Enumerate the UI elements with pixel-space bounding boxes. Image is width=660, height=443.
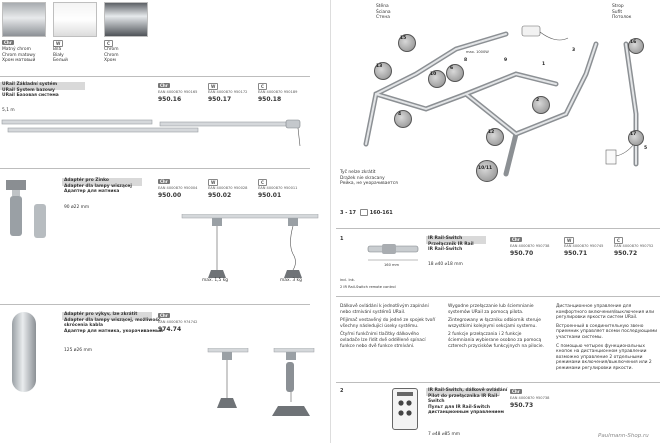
- description-ru: [556, 304, 658, 375]
- variant-number: 950.71: [564, 250, 588, 257]
- label-4: 4: [398, 112, 402, 117]
- title-line: URail System bazowy: [2, 87, 55, 93]
- rail-path: [506, 134, 516, 174]
- finish-c-code: C: [104, 40, 113, 47]
- title-line: Adaptér pro výkyv, lze zkrátit: [64, 312, 138, 317]
- variant-code: Chr: [512, 237, 520, 242]
- base-system-dimension: 5,1 m: [2, 108, 15, 113]
- adapter-zinc-dimension: 90 ø22 mm: [64, 205, 90, 210]
- cable: [298, 128, 300, 146]
- variant-number: 950.16: [158, 96, 182, 103]
- callout-6: [446, 64, 464, 82]
- variant-code: Chr: [160, 313, 168, 318]
- title-line: Switch: [428, 399, 445, 405]
- rail-switch-length: 160 mm: [384, 263, 400, 267]
- title-line: Adapter dla lampy wiszącej, możliwość: [64, 317, 161, 323]
- label-line: Стена: [376, 15, 390, 21]
- variant-ean: EAN 4000870 950028: [208, 186, 248, 190]
- variant-number: 950.70: [510, 250, 534, 257]
- gutter: [330, 0, 331, 443]
- rail-switch-note-b: 2 IR Rail-Switch remote control: [340, 285, 396, 289]
- label-line: Stěna: [376, 4, 389, 9]
- label-2: 2: [536, 98, 540, 103]
- swatch-white: [53, 2, 97, 37]
- rail-illustration: [0, 116, 320, 148]
- paragraph: Čtyřmi funkčními tlačítky dálkového ovladače lze řídit dvě oddělené spínací funkce nebo dvě funkce stmívání.: [340, 332, 426, 349]
- adapter-pendant-dimension: 125 ø26 mm: [64, 348, 92, 353]
- paragraph: Встроенный в соединительную звено приемник управляет всеми последующими участками системы.: [556, 323, 658, 340]
- base-system-title: [2, 82, 59, 99]
- rail-switch-title: [428, 236, 474, 253]
- system-diagram: [336, 14, 660, 194]
- variant-number: 974.74: [158, 326, 182, 333]
- footer-site-link[interactable]: Paulmann-Shop.ru: [598, 433, 649, 439]
- wall-socket: [606, 150, 616, 164]
- transformer-box: [522, 26, 540, 36]
- finish-name: Chrom: [104, 47, 119, 52]
- paragraph: Дистанционное управление для комфортного включения/выключения или регулировки яркости систем URail.: [556, 304, 655, 321]
- variant-code: Chr: [160, 179, 168, 184]
- label-13: 13: [376, 64, 383, 69]
- title-line: IR Rail-Switch: [428, 247, 463, 253]
- finish-c-names: [104, 47, 119, 64]
- callout-4: [394, 110, 412, 128]
- paragraph: Přijímač vestavěný do jedné ze spojek tvoří všechny následující úseky systému.: [340, 318, 436, 329]
- variant-code: Chr: [512, 389, 520, 394]
- book-icon: [360, 209, 368, 216]
- label-16: 16: [630, 40, 637, 45]
- divider: [336, 296, 660, 297]
- finish-name: Bílá: [53, 47, 62, 52]
- variant-code: W: [564, 237, 574, 244]
- label-6: 6: [450, 66, 454, 71]
- variant-code: C: [258, 179, 267, 186]
- variant-number: 950.72: [614, 250, 638, 257]
- title-line: IR Rail-Switch: [428, 236, 463, 241]
- right-page: [336, 0, 660, 443]
- label-3: 3: [572, 48, 576, 53]
- variant-ean: EAN 4000870 950738: [510, 244, 550, 248]
- rail-segment: [160, 122, 288, 126]
- label-12: 12: [488, 130, 495, 135]
- adapter-zinc-title: [64, 178, 132, 195]
- label-line: Ściana: [376, 9, 391, 15]
- rail-switch-illustration: [366, 238, 426, 264]
- swatch-matte-chrome: [2, 2, 46, 37]
- finish-name: Chrom matowy: [2, 52, 36, 58]
- swatch-chrome: [104, 2, 148, 37]
- description-cz: [340, 304, 436, 352]
- rail-switch-note-a: incl. lnk.: [340, 278, 356, 282]
- variant-ean: EAN 4000870 950011: [258, 186, 298, 190]
- variant-ean: EAN 4000870 950004: [158, 186, 198, 190]
- paragraph: 2 funkcje przełączania i 2 funkcje ściemniania wybierane osobno za pomocą czterech przycisków funkcyjnych na pilocie.: [448, 332, 544, 349]
- title-line: Пульт для IR Rail-Switch: [428, 404, 490, 410]
- remote-index: 2: [340, 388, 344, 394]
- finish-w-names: [53, 47, 68, 64]
- label-15: 15: [400, 36, 407, 41]
- variant-ean: EAN 4000870 950745: [564, 244, 604, 248]
- variant-ean: EAN 4000870 950189: [258, 90, 298, 94]
- adapter-pendant-illustration: [12, 312, 36, 392]
- title-line: Адаптер для матника: [64, 189, 120, 195]
- finish-name: Хром матовый: [2, 58, 36, 64]
- adapter-zinc-illustration: [2, 176, 58, 248]
- label-line: Sufit: [612, 9, 623, 15]
- title-line: Adapter dla lampy wiszącej: [64, 183, 132, 189]
- label-line: Drążek nie skracany: [340, 175, 385, 181]
- variant-number: 950.73: [510, 402, 534, 409]
- rail-path: [466, 44, 596, 134]
- variant-number: 950.00: [158, 192, 182, 199]
- title-line: Przełącznik IR Rail: [428, 241, 474, 247]
- rail-segment: [8, 128, 198, 132]
- title-line: Адаптер для матника, укорачиваемый: [64, 328, 163, 334]
- finish-chr-names: [2, 47, 35, 64]
- variant-ean: EAN 4000870 950752: [614, 244, 654, 248]
- label-1: 1: [542, 62, 546, 67]
- finish-name: Biały: [53, 52, 64, 58]
- title-line: skrócenia kabla: [64, 323, 103, 329]
- title-line: URail Базовая система: [2, 93, 59, 99]
- finish-name: Хром: [104, 58, 116, 64]
- variant-code: C: [614, 237, 623, 244]
- label-10: 10: [430, 72, 437, 77]
- remote-dimension: 7 ⌀48 ⌀85 mm: [428, 432, 460, 437]
- callout-10-11: [476, 160, 498, 182]
- finish-name: Chrom: [104, 52, 119, 58]
- variant-ean: EAN 4000870 974742: [158, 320, 198, 324]
- divider: [0, 168, 310, 169]
- label-8: 8: [464, 58, 468, 63]
- max-load-2: max. 3 kg: [280, 278, 302, 283]
- paragraph: Dálkově ovládání k jednotlivým zapínání nebo stmívání systémů URail.: [340, 304, 429, 315]
- variant-number: 950.17: [208, 96, 232, 103]
- title-line: дистанционным управлением: [428, 410, 504, 416]
- callout-2: [532, 96, 550, 114]
- label-5: 5: [644, 146, 648, 151]
- power-cable: [540, 32, 568, 40]
- finish-chr-code: Chr: [4, 40, 12, 45]
- page-reference: [340, 210, 393, 216]
- ref-pages: 160-161: [369, 210, 393, 216]
- label-line: Рейка, не укорачивается: [340, 181, 398, 187]
- variant-ean: EAN 4000870 950172: [208, 90, 248, 94]
- paragraph: С помощью четырех функциональных кнопок на дистанционном управлении возможно управление 2 отдельными режимами включения/выключения или 2 режимами регулировки яркости.: [556, 343, 652, 371]
- label-10-11: 10/11: [478, 166, 493, 171]
- paragraph: Zintegrowany w łączniku odbiornik steruje wszystkimi kolejnymi sekcjami systemu.: [448, 318, 541, 329]
- paragraph: Wygodne przełączanie lub ściemnianie systemów URail za pomocą pilota.: [448, 304, 534, 315]
- variant-number: 950.02: [208, 192, 232, 199]
- divider: [336, 382, 660, 383]
- title-line: Adaptér pro Zinko: [64, 178, 109, 183]
- divider: [336, 228, 660, 229]
- variant-number: 950.18: [258, 96, 282, 103]
- variant-code: C: [258, 83, 267, 90]
- variant-code: W: [208, 179, 218, 186]
- divider: [0, 304, 310, 305]
- variant-ean: EAN 4000870 950738: [510, 396, 550, 400]
- variant-ean: EAN 4000870 950165: [158, 90, 198, 94]
- label-line: Потолок: [612, 15, 632, 21]
- remote-title: [428, 388, 507, 416]
- title-line: IR Rail-Switch, dálkově ovládání: [428, 388, 508, 393]
- finish-name: Matný chrom: [2, 47, 31, 52]
- label-line: Strop: [612, 4, 624, 9]
- variant-code: W: [208, 83, 218, 90]
- finish-name: Белый: [53, 58, 68, 64]
- socket-cable: [616, 144, 634, 156]
- bend-note: [340, 170, 398, 187]
- rail-switch-index: 1: [340, 236, 344, 242]
- remote-illustration: [392, 388, 418, 430]
- title-line: Pilot do przełącznika IR Rail-: [428, 393, 499, 399]
- title-line: URail Základní systém: [2, 82, 58, 87]
- label-17: 17: [630, 132, 637, 137]
- rail-segment: [2, 120, 152, 124]
- finish-w-code: W: [53, 40, 63, 47]
- variant-number: 950.01: [258, 192, 282, 199]
- ref-range: 3 - 17: [340, 210, 356, 216]
- variant-code: Chr: [160, 83, 168, 88]
- shortenable-pendant-illustration: [200, 348, 320, 418]
- label-9: 9: [504, 58, 508, 63]
- rail-switch-dimension: 18 ⌀40 ⌀18 mm: [428, 262, 463, 267]
- connector: [286, 120, 300, 128]
- power-label: max. 1000W: [466, 50, 489, 54]
- max-load-1: max. 1,5 kg: [202, 278, 229, 283]
- adapter-pendant-title: [64, 312, 163, 334]
- divider: [0, 76, 310, 77]
- label-line: Tyč nelze zkrátit: [340, 170, 376, 175]
- description-pl: [448, 304, 544, 352]
